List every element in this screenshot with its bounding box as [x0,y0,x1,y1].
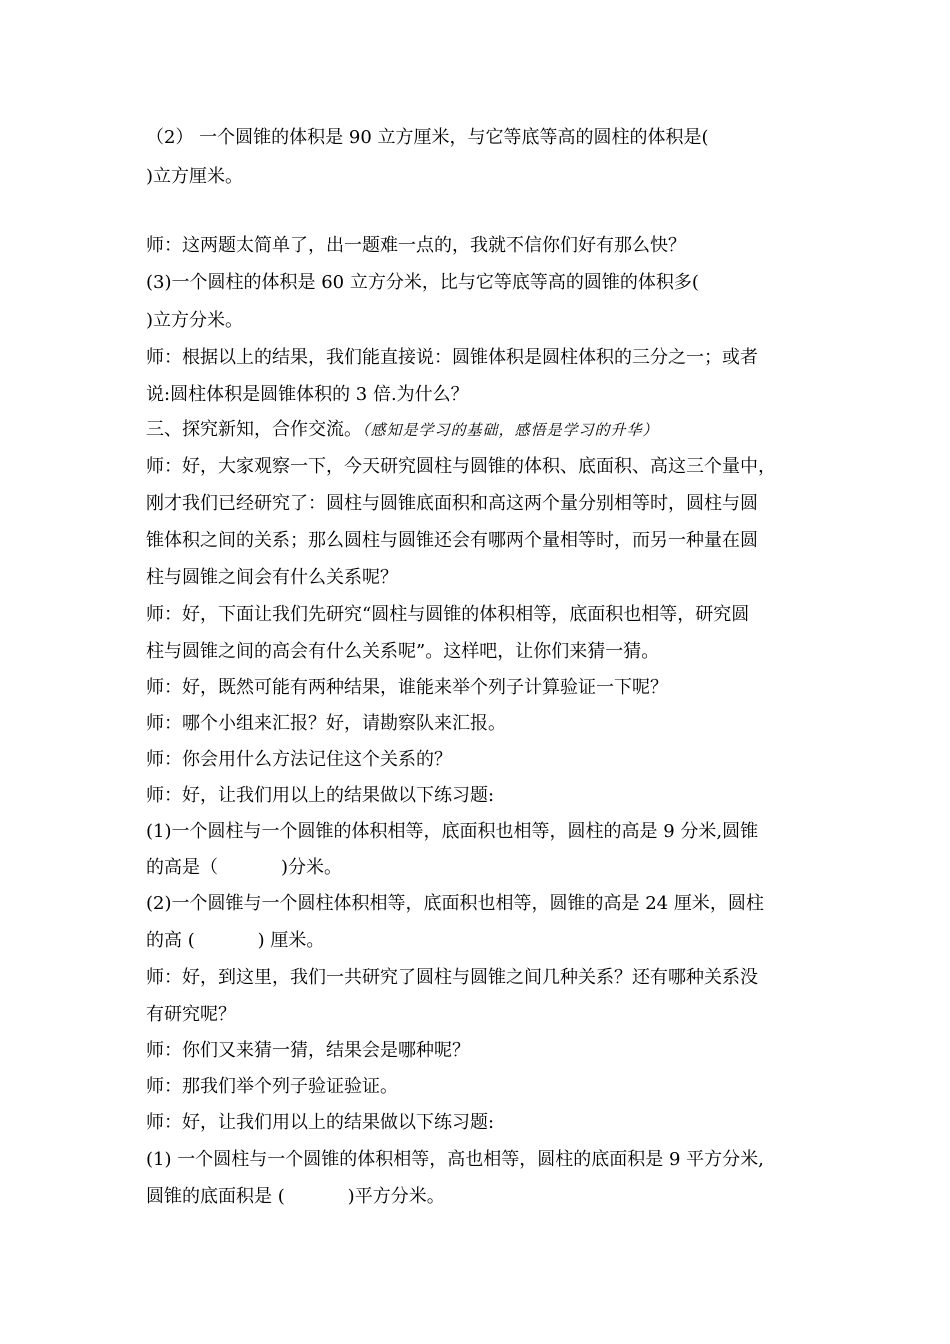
text-line: 有研究呢？ [146,1004,236,1025]
exercise-line: (2)一个圆锥与一个圆柱体积相等，底面积也相等，圆锥的高是 24 厘米，圆柱 [146,893,764,914]
text-line: 师：那我们举个列子验证验证。 [146,1076,398,1097]
text-line: 师：好，既然可能有两种结果，谁能来举个列子计算验证一下呢？ [146,677,668,698]
exercise-line: (1) 一个圆柱与一个圆锥的体积相等，高也相等，圆柱的底面积是 9 平方分米, [146,1149,764,1170]
exercise-line: (1)一个圆柱与一个圆锥的体积相等，底面积也相等，圆柱的高是 9 分米,圆锥 [146,821,759,842]
text-line: 师：好，下面让我们先研究“圆柱与圆锥的体积相等，底面积也相等，研究圆 [146,604,750,625]
text-line: 师：你会用什么方法记住这个关系的？ [146,749,452,770]
section-heading-note: （感知是学习的基础，感悟是学习的升华） [362,421,659,439]
text-line: 锥体积之间的关系；那么圆柱与圆锥还会有哪两个量相等时，而另一种量在圆 [146,530,758,551]
text-line: )立方分米。 [146,310,244,331]
text-line: (3)一个圆柱的体积是 60 立方分米，比与它等底等高的圆锥的体积多( [146,272,699,293]
text-line: 师：好，大家观察一下，今天研究圆柱与圆锥的体积、底面积、高这三个量中， [146,456,776,477]
section-heading [146,418,826,442]
text-line: 师：根据以上的结果，我们能直接说：圆锥体积是圆柱体积的三分之一；或者 [146,347,758,368]
text-line: 师：你们又来猜一猜，结果会是哪种呢？ [146,1040,470,1061]
text-line: 师：好，让我们用以上的结果做以下练习题: [146,785,495,806]
exercise-line: 圆锥的底面积是 ( )平方分米。 [146,1186,445,1207]
section-heading-text: 三、探究新知，合作交流。 [146,419,362,440]
exercise-line: 的高是（ )分米。 [146,857,342,878]
text-line: 师：哪个小组来汇报？好，请勘察队来汇报。 [146,713,506,734]
text-line: （2） 一个圆锥的体积是 90 立方厘米，与它等底等高的圆柱的体积是( [146,127,709,148]
text-line: 说:圆柱体积是圆锥体积的 3 倍.为什么？ [146,384,469,405]
text-line: 师：这两题太简单了，出一题难一点的，我就不信你们好有那么快？ [146,235,686,256]
text-line: 刚才我们已经研究了：圆柱与圆锥底面积和高这两个量分别相等时，圆柱与圆 [146,493,758,514]
text-line: 师：好，让我们用以上的结果做以下练习题: [146,1112,495,1133]
text-line: 师：好，到这里，我们一共研究了圆柱与圆锥之间几种关系？还有哪种关系没 [146,967,758,988]
text-line: 柱与圆锥之间会有什么关系呢？ [146,567,398,588]
text-line: )立方厘米。 [146,166,244,187]
exercise-line: 的高 ( ) 厘米。 [146,930,325,951]
text-line: 柱与圆锥之间的高会有什么关系呢”。这样吧，让你们来猜一猜。 [146,641,660,662]
